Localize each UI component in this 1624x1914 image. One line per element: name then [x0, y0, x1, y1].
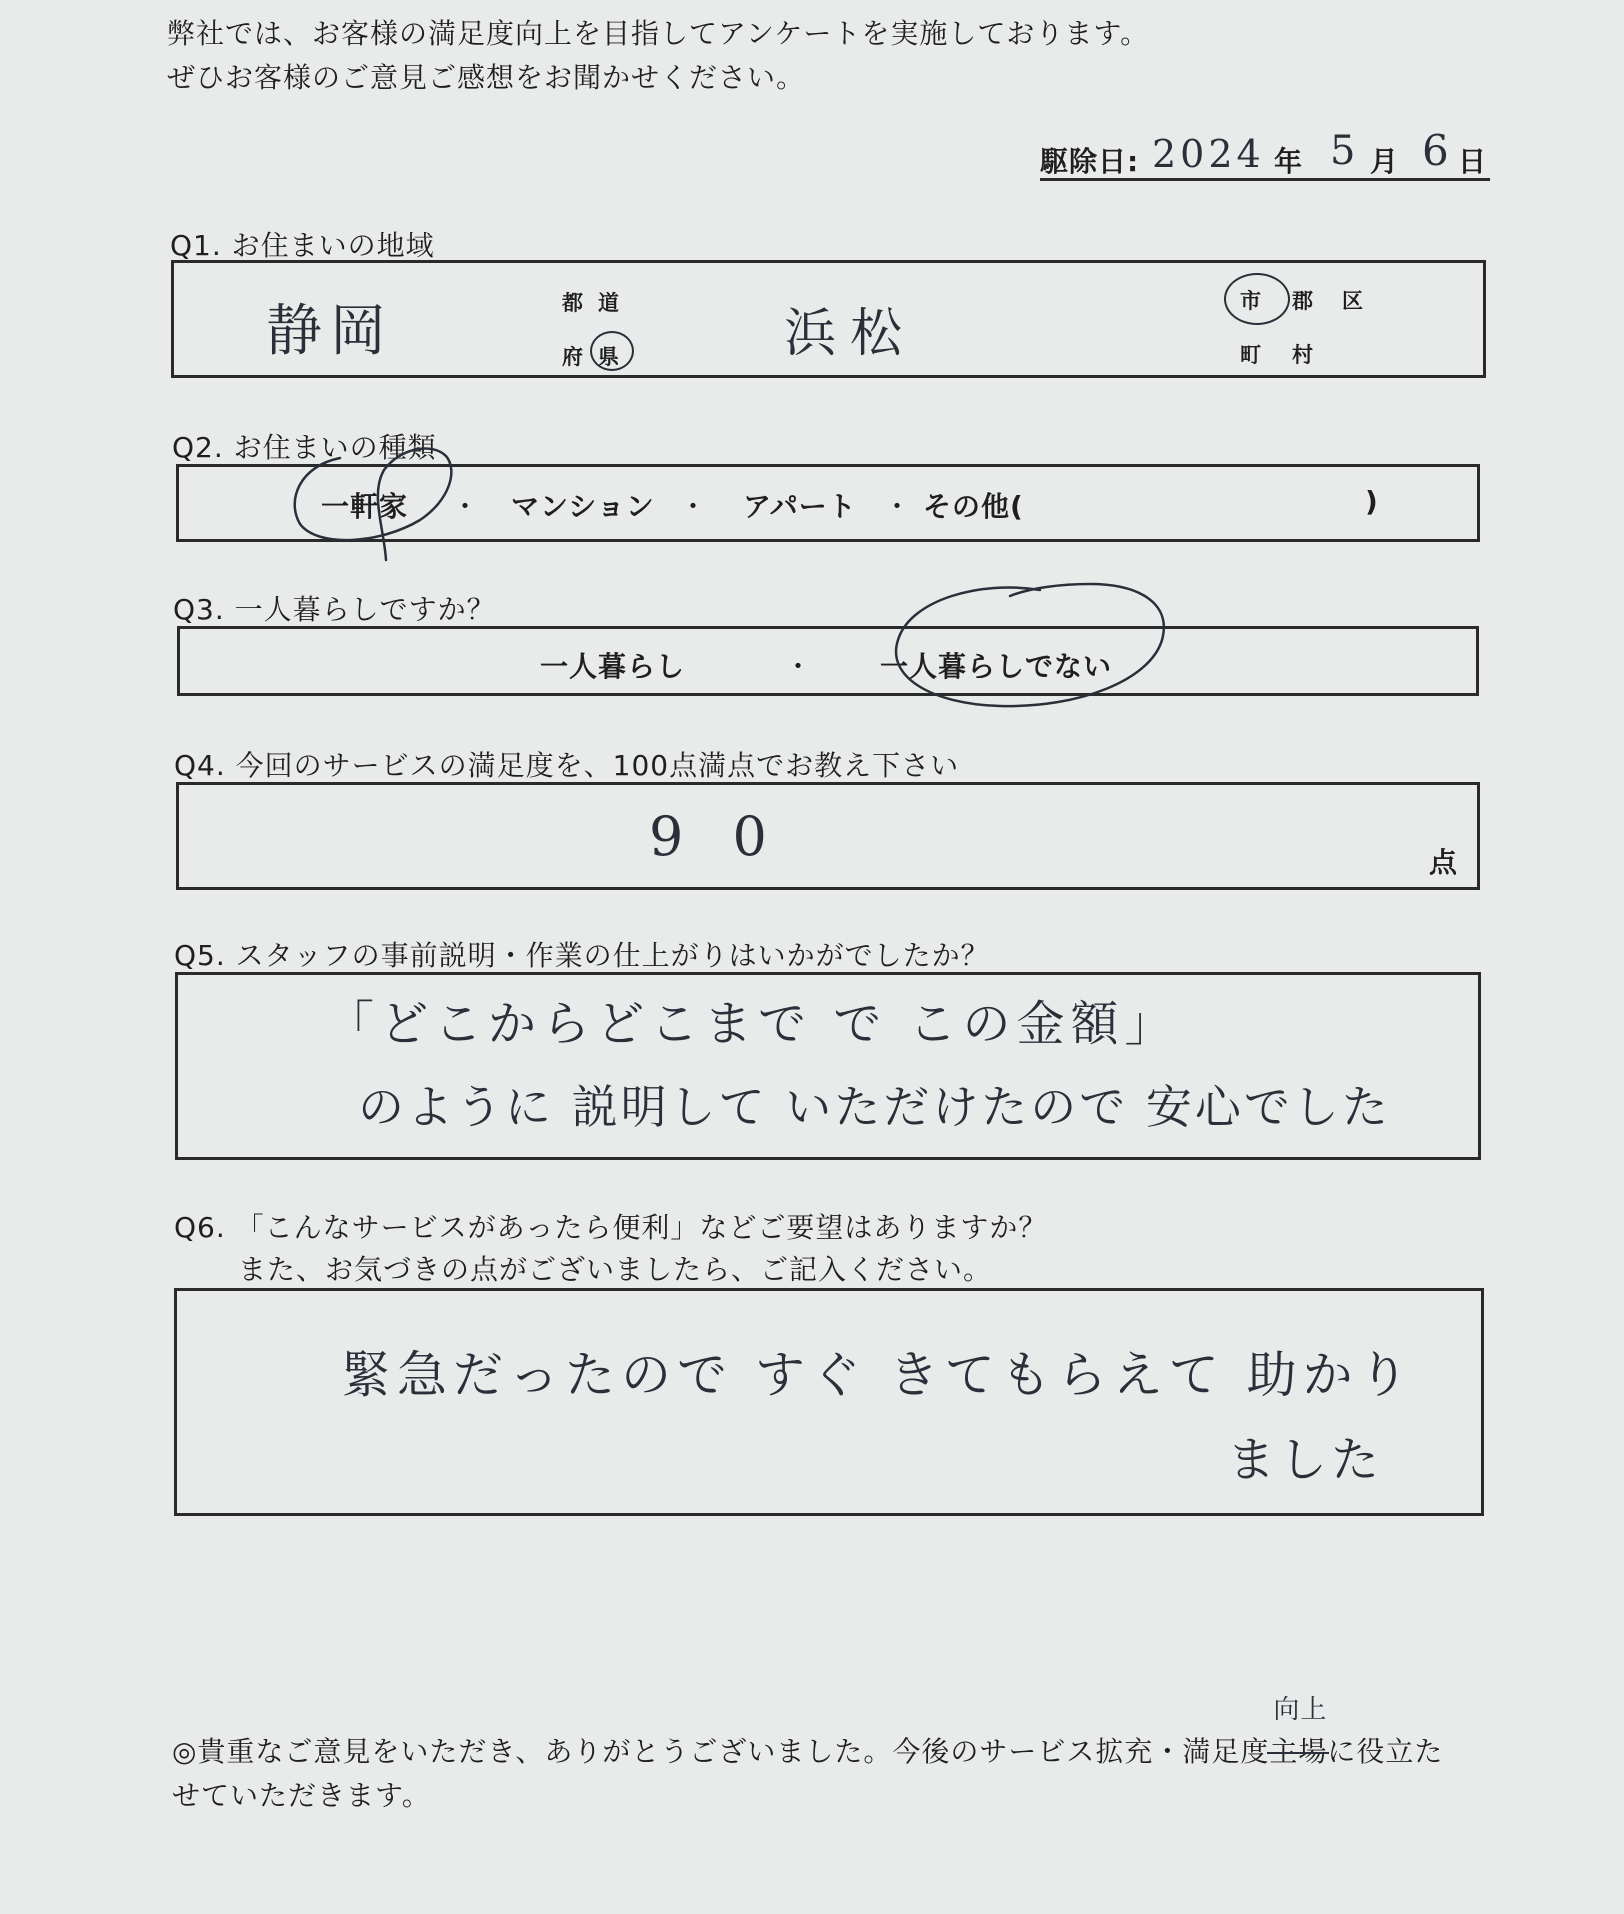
- q1-opt-ku: 区: [1342, 289, 1363, 313]
- date-month-unit: 月: [1370, 145, 1400, 178]
- q6-answer-line-1: 緊急だったので すぐ きてもらえて 助かり: [341, 1346, 1415, 1404]
- q4-title: Q4. 今回のサービスの満足度を、100点満点でお教え下さい: [174, 749, 960, 782]
- q2-title: Q2. お住まいの種類: [172, 431, 437, 464]
- q2-option-house: 一軒家: [321, 490, 409, 523]
- q1-opt-fu: 府: [562, 345, 583, 369]
- q1-opt-to: 都: [562, 291, 583, 315]
- closing-line-1-before: ◎貴重なご意見をいただき、ありがとうございました。今後のサービス拡充・満足度: [172, 1735, 1270, 1768]
- q5-answer-line-1: 「どこからどこまで で この金額」: [326, 996, 1179, 1052]
- q1-opt-gun: 郡: [1292, 289, 1313, 313]
- q6-title-line-2: また、お気づきの点がございましたら、ご記入ください。: [238, 1253, 993, 1286]
- q3-title: Q3. 一人暮らしですか？: [173, 593, 496, 626]
- intro-line-1: 弊社では、お客様の満足度向上を目指してアンケートを実施しております。: [167, 17, 1150, 50]
- q4-unit: 点: [1429, 846, 1459, 879]
- q2-house-circle-mark: [295, 448, 452, 560]
- q4-score: 9 0: [649, 805, 783, 868]
- q2-option-other: その他(: [923, 490, 1024, 523]
- q1-title: Q1. お住まいの地域: [170, 229, 435, 262]
- closing-line-2: せていただきます。: [172, 1779, 431, 1812]
- q6-answer-line-2: ました: [1227, 1432, 1384, 1488]
- q2-sep-2: ・: [679, 490, 709, 523]
- q2-sep-1: ・: [451, 490, 481, 523]
- q3-option-not-alone: 一人暮らしでない: [880, 650, 1113, 683]
- q3-sep: ・: [784, 650, 814, 683]
- date-day: 6: [1422, 126, 1449, 175]
- intro-line-2: ぜひお客様のご意見ご感想をお聞かせください。: [167, 61, 806, 94]
- date-month: 5: [1330, 128, 1356, 174]
- q5-answer-line-2: のように 説明して いただけたので 安心でした: [358, 1080, 1391, 1134]
- q1-city: 浜松: [784, 304, 917, 364]
- date-day-unit: 日: [1458, 145, 1488, 178]
- closing-line-1-after: に役立た: [1327, 1735, 1444, 1768]
- q1-prefecture: 静岡: [266, 299, 394, 364]
- q1-opt-mura: 村: [1292, 343, 1313, 367]
- date-year: 2024: [1152, 132, 1265, 176]
- q6-title-line-1: Q6. 「こんなサービスがあったら便利」などご要望はありますか？: [174, 1211, 1048, 1244]
- q3-not-alone-circle-mark: [896, 584, 1164, 706]
- closing-struck-word: 主場: [1269, 1735, 1328, 1768]
- q2-option-apartment: アパート: [743, 490, 857, 523]
- q1-opt-shi: 市: [1240, 289, 1261, 313]
- q1-opt-machi: 町: [1240, 343, 1261, 367]
- date-label: 駆除日:: [1040, 145, 1140, 178]
- closing-correction: 向上: [1273, 1695, 1328, 1725]
- q2-option-mansion: マンション: [511, 490, 655, 523]
- q1-opt-do: 道: [598, 291, 619, 315]
- date-year-unit: 年: [1274, 145, 1304, 178]
- q3-option-alone: 一人暮らし: [540, 650, 686, 683]
- q2-other-close-paren: ): [1365, 485, 1379, 518]
- q5-title: Q5. スタッフの事前説明・作業の仕上がりはいかがでしたか？: [174, 939, 990, 972]
- q1-opt-ken: 県: [598, 345, 619, 369]
- q2-sep-3: ・: [883, 490, 913, 523]
